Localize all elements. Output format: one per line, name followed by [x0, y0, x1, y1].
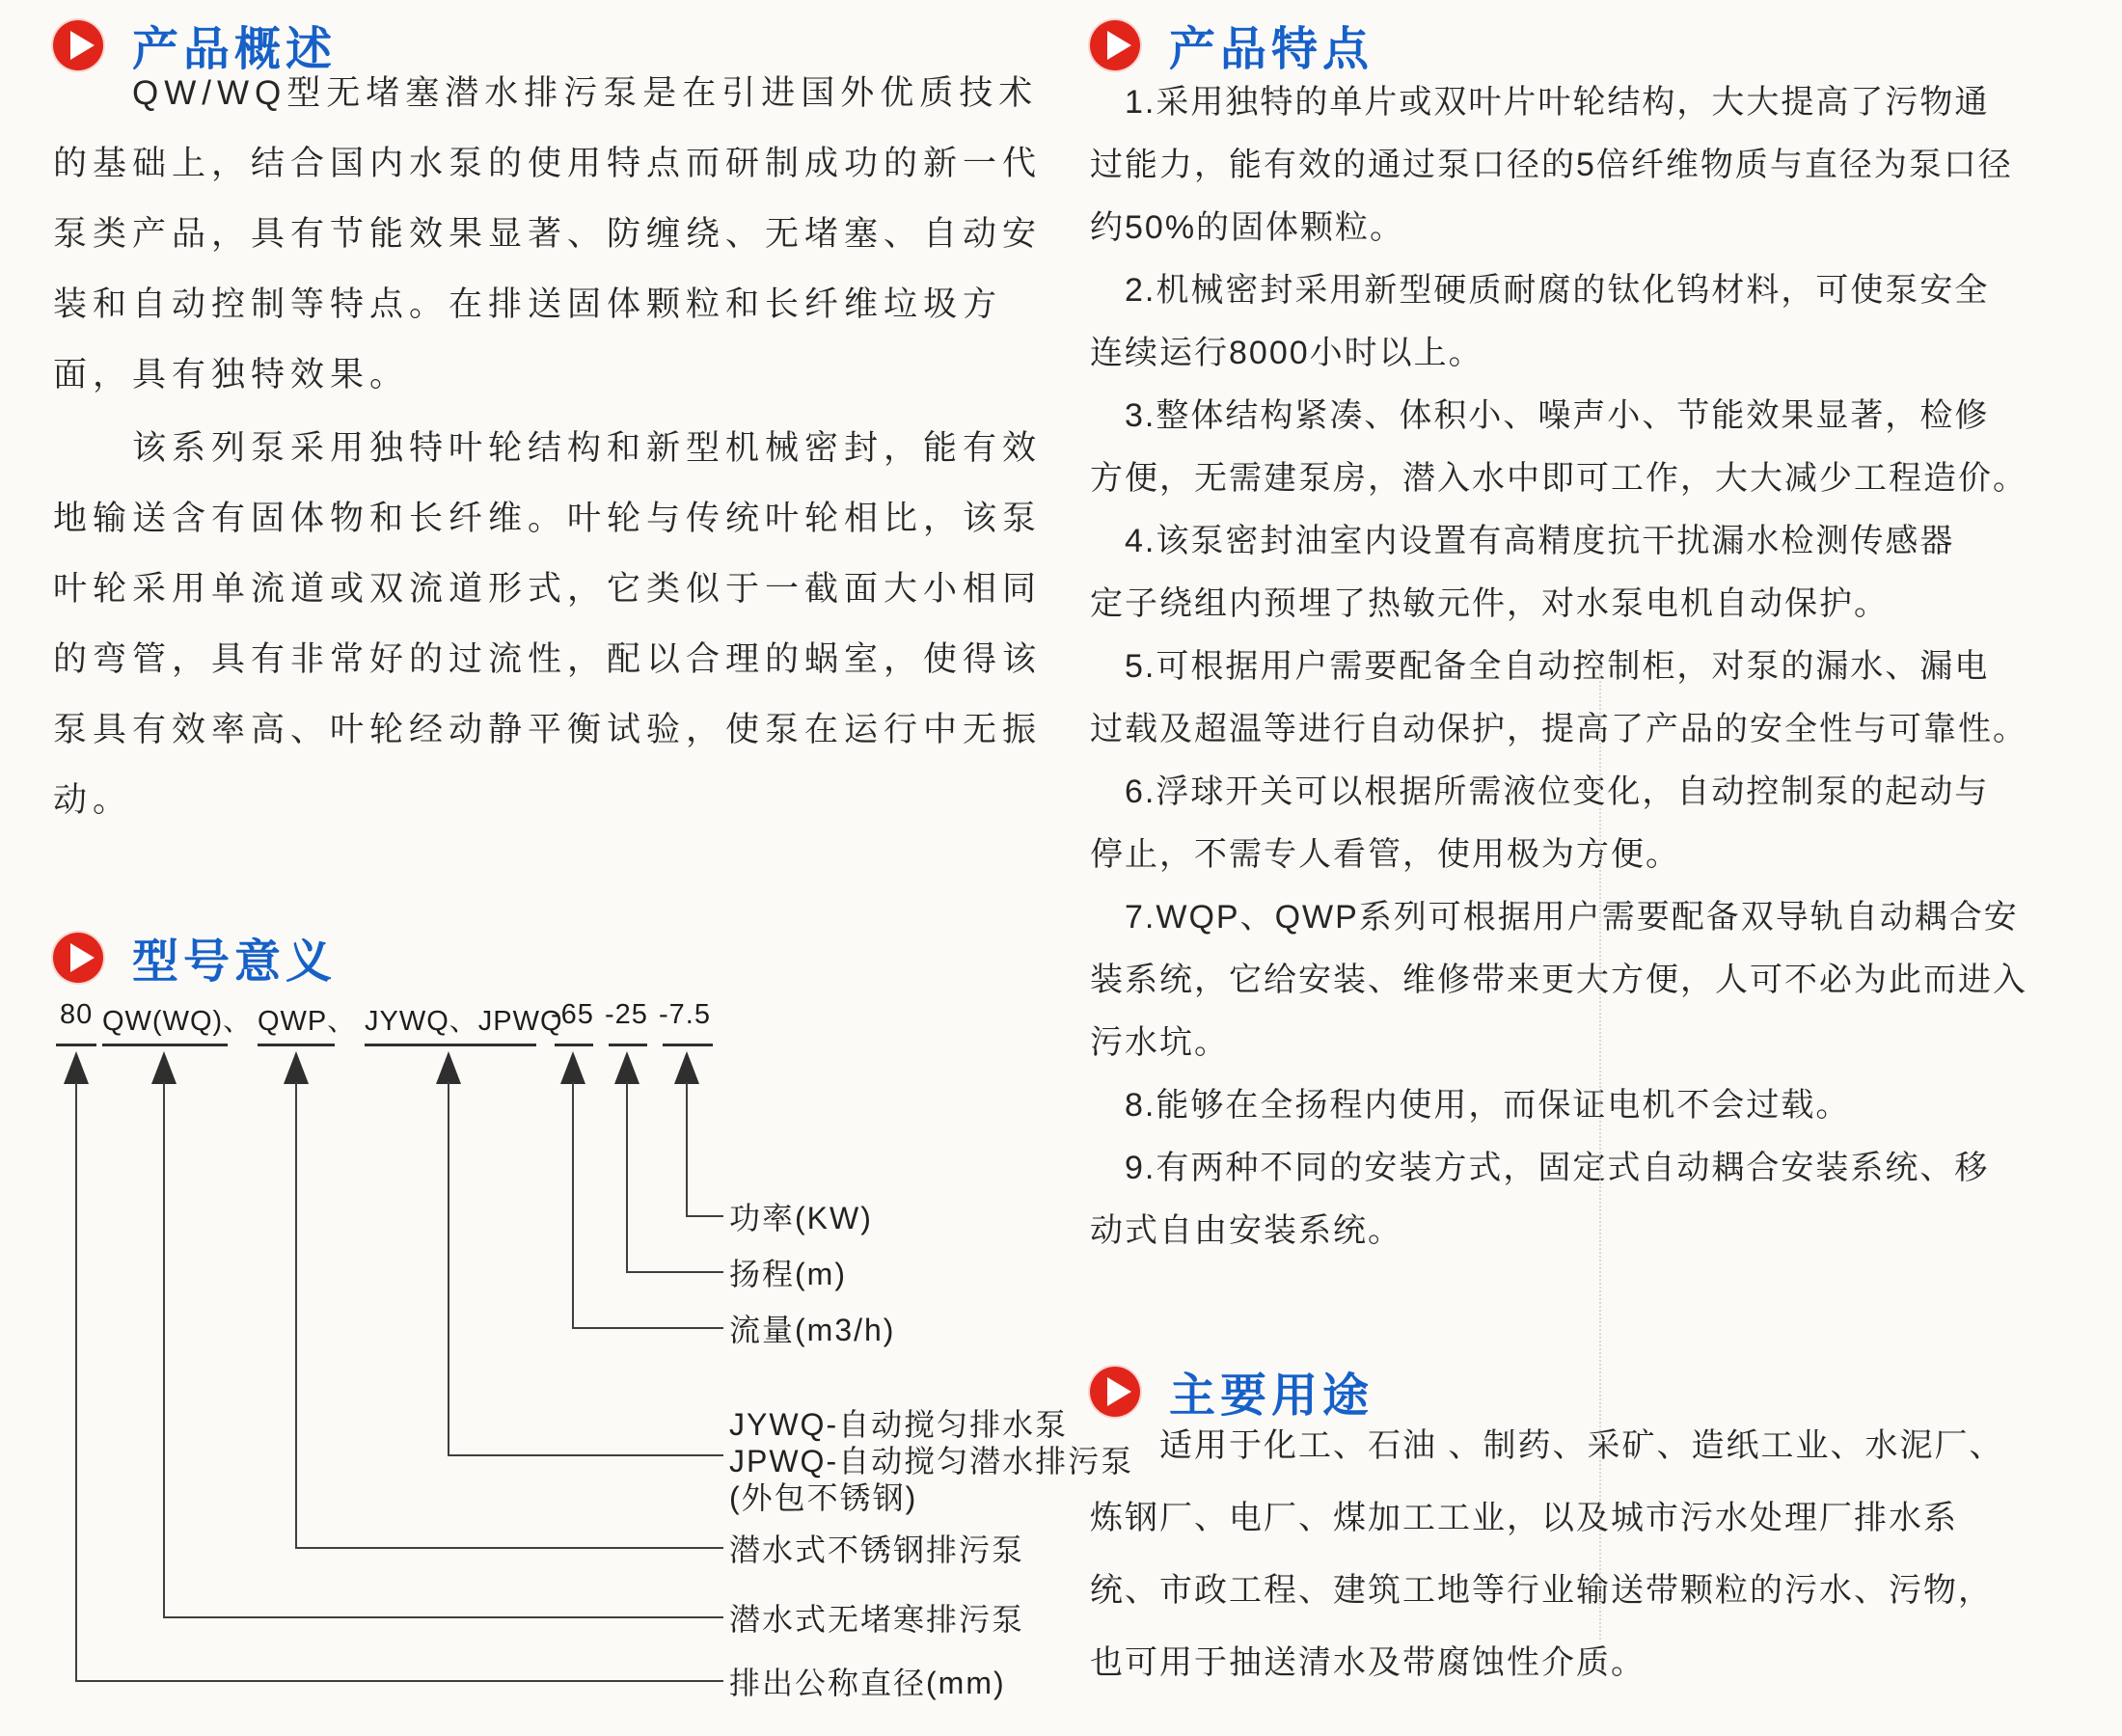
model-code-jywq-jpwq: JYWQ、JPWQ	[365, 1006, 563, 1037]
arrow-up-icon	[614, 1051, 639, 1084]
text-line: 地输送含有固体物和长纤维。叶轮与传统叶轮相比，该泵	[53, 500, 1043, 537]
text-line: 泵类产品，具有节能效果显著、防缠绕、无堵塞、自动安	[53, 215, 1043, 253]
play-bullet-icon	[1090, 20, 1140, 70]
arrow-up-icon	[436, 1051, 461, 1084]
leader-line-horizontal	[163, 1616, 723, 1618]
usage-paragraph	[1090, 1410, 2069, 1699]
model-code-diameter: 80	[60, 999, 94, 1030]
text-line: QW/WQ型无堵塞潜水排污泵是在引进国外优质技术	[53, 74, 1039, 112]
play-bullet-icon	[53, 933, 103, 983]
leader-line-vertical	[163, 1082, 165, 1616]
model-underline	[102, 1044, 228, 1046]
model-underline	[56, 1044, 96, 1046]
model-code-qwp: QWP、	[258, 1006, 357, 1037]
arrow-up-icon	[284, 1051, 309, 1084]
feature-line: 污水坑。	[1090, 1024, 1229, 1061]
feature-line: 3.整体结构紧凑、体积小、噪声小、节能效果显著，检修	[1090, 397, 1990, 434]
overview-title: 产品概述	[132, 24, 338, 75]
feature-line: 7.WQP、QWP系列可根据用户需要配备双导轨自动耦合安	[1090, 899, 2019, 936]
feature-line: 过载及超温等进行自动保护，提高了产品的安全性与可靠性。	[1090, 711, 2027, 747]
model-underline	[609, 1044, 647, 1046]
feature-line: 停止，不需专人看管，使用极为方便。	[1090, 836, 1680, 873]
label-jpwq: JPWQ-自动搅匀潜水排污泵	[729, 1444, 1134, 1478]
model-code-power: -7.5	[659, 999, 711, 1030]
usage-line: 也可用于抽送清水及带腐蚀性介质。	[1090, 1644, 1646, 1681]
feature-line: 4.该泵密封油室内设置有高精度抗干扰漏水检测传感器	[1090, 523, 1955, 559]
model-underline	[555, 1044, 593, 1046]
text-line: 面，具有独特效果。	[53, 356, 410, 393]
leader-line-horizontal	[75, 1680, 723, 1682]
leader-line-horizontal	[572, 1327, 723, 1329]
feature-line: 6.浮球开关可以根据所需液位变化，自动控制泵的起动与	[1090, 773, 1990, 810]
overview-paragraph-2	[53, 413, 1043, 835]
feature-line: 5.可根据用户需要配备全自动控制柜，对泵的漏水、漏电	[1090, 648, 1990, 685]
feature-line: 方便，无需建泵房，潜入水中即可工作，大大减少工程造价。	[1090, 460, 2027, 497]
leader-line-vertical	[75, 1082, 77, 1680]
text-line: 的基础上，结合国内水泵的使用特点而研制成功的新一代	[53, 145, 1043, 182]
feature-line: 1.采用独特的单片或双叶片叶轮结构，大大提高了污物通	[1090, 84, 1990, 121]
text-line: 装和自动控制等特点。在排送固体颗粒和长纤维垃圾方	[53, 285, 1003, 323]
label-qw: 潜水式无堵寒排污泵	[729, 1602, 1025, 1637]
label-qwp: 潜水式不锈钢排污泵	[729, 1533, 1025, 1567]
leader-line-horizontal	[448, 1454, 723, 1456]
text-line: 的弯管，具有非常好的过流性，配以合理的蜗室，使得该	[53, 640, 1043, 678]
feature-line: 连续运行8000小时以上。	[1090, 335, 1483, 371]
leader-line-horizontal	[626, 1271, 723, 1273]
feature-line: 动式自由安装系统。	[1090, 1212, 1402, 1249]
model-underline	[258, 1044, 335, 1046]
leader-line-vertical	[295, 1082, 297, 1547]
features-title: 产品特点	[1169, 24, 1374, 75]
label-power: 功率(KW)	[729, 1201, 873, 1235]
arrow-up-icon	[560, 1051, 585, 1084]
leader-line-vertical	[626, 1082, 628, 1271]
features-list	[1090, 71, 2069, 1262]
arrow-up-icon	[674, 1051, 699, 1084]
usage-title: 主要用途	[1169, 1370, 1374, 1422]
play-bullet-icon	[1090, 1367, 1140, 1417]
model-code-flow: -65	[551, 999, 594, 1030]
usage-line: 统、市政工程、建筑工地等行业输送带颗粒的污水、污物，	[1090, 1572, 1993, 1609]
usage-line: 炼钢厂、电厂、煤加工工业，以及城市污水处理厂排水系	[1090, 1500, 1958, 1536]
text-line: 叶轮采用单流道或双流道形式，它类似于一截面大小相同	[53, 570, 1043, 608]
feature-line: 9.有两种不同的安装方式，固定式自动耦合安装系统、移	[1090, 1150, 1990, 1186]
feature-line: 定子绕组内预埋了热敏元件，对水泵电机自动保护。	[1090, 585, 1889, 622]
text-line: 该系列泵采用独特叶轮结构和新型机械密封，能有效	[53, 429, 1043, 467]
leader-line-vertical	[448, 1082, 449, 1454]
label-jpwq-note: (外包不锈钢)	[729, 1480, 918, 1515]
label-diameter: 排出公称直径(mm)	[729, 1666, 1006, 1700]
scan-fold-line	[1599, 665, 1601, 1640]
model-title: 型号意义	[132, 936, 338, 988]
feature-line: 2.机械密封采用新型硬质耐腐的钛化钨材料，可使泵安全	[1090, 272, 1990, 309]
overview-paragraph-1	[53, 58, 1043, 410]
model-section-heading	[53, 924, 337, 990]
leader-line-vertical	[572, 1082, 574, 1327]
usage-line: 适用于化工、石油 、制药、采矿、造纸工业、水泥厂、	[1090, 1427, 2004, 1464]
model-code-head: -25	[605, 999, 648, 1030]
model-code-qw: QW(WQ)、	[102, 1006, 253, 1037]
feature-line: 8.能够在全扬程内使用，而保证电机不会过载。	[1090, 1087, 1851, 1124]
label-head: 扬程(m)	[729, 1257, 847, 1291]
feature-line: 约50%的固体颗粒。	[1090, 209, 1405, 246]
model-underline	[365, 1044, 536, 1046]
label-jywq: JYWQ-自动搅匀排水泵	[729, 1407, 1069, 1442]
label-flow: 流量(m3/h)	[729, 1313, 896, 1347]
text-line: 动。	[53, 781, 133, 819]
features-section-heading	[1090, 12, 1374, 78]
feature-line: 过能力，能有效的通过泵口径的5倍纤维物质与直径为泵口径	[1090, 147, 2013, 183]
arrow-up-icon	[64, 1051, 89, 1084]
leader-line-vertical	[686, 1082, 688, 1215]
feature-line: 装系统，它给安装、维修带来更大方便，人可不必为此而进入	[1090, 962, 2027, 998]
text-line: 泵具有效率高、叶轮经动静平衡试验，使泵在运行中无振	[53, 711, 1043, 748]
leader-line-horizontal	[686, 1215, 723, 1217]
arrow-up-icon	[151, 1051, 177, 1084]
leader-line-horizontal	[295, 1547, 723, 1549]
model-underline	[663, 1044, 713, 1046]
